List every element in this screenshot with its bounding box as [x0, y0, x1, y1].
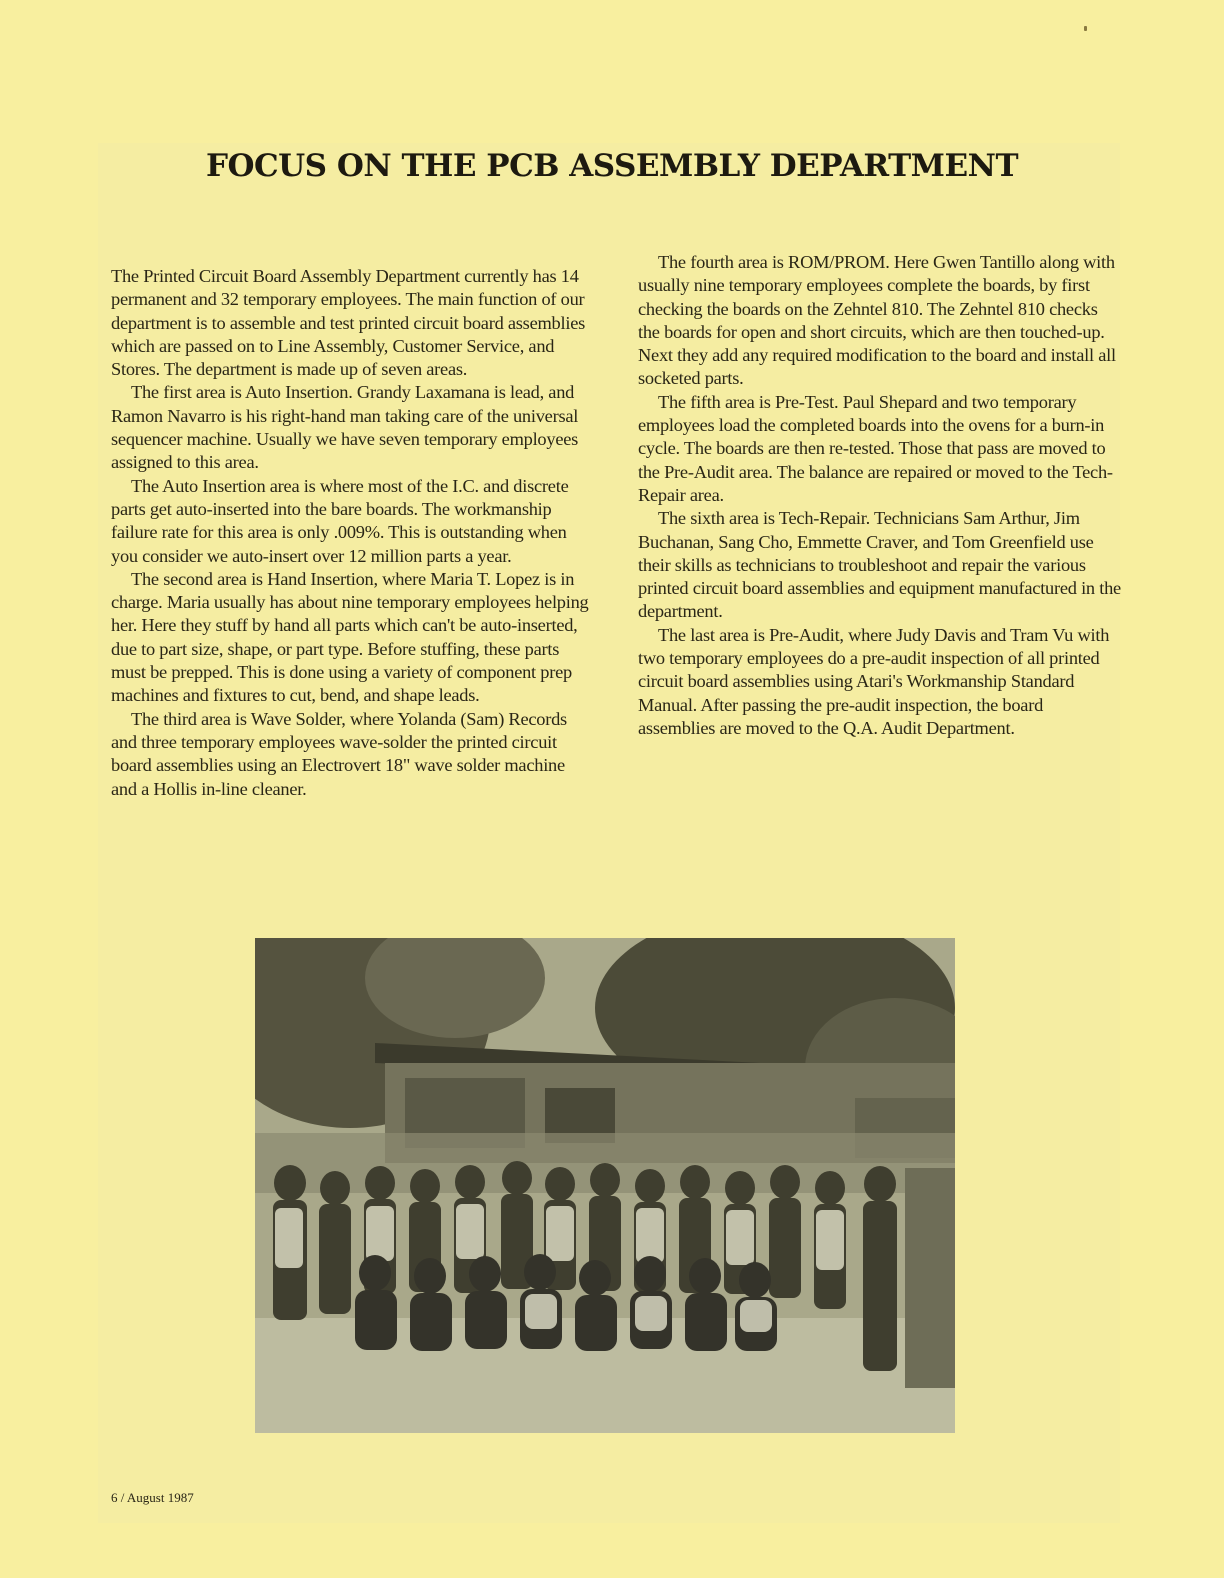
paragraph-rom-prom: The fourth area is ROM/PROM. Here Gwen Tantillo along with usually nine temporary employees complete the boards, by first checking the boards on the Zehntel 810. The Zehntel 810 checks the boards for open and short circuits, which are then touched-up. Next they add any required modification to the board and install all socketed parts. [638, 252, 1116, 389]
department-group-photo [255, 938, 955, 1433]
paragraph-intro: The Printed Circuit Board Assembly Department currently has 14 permanent and 32 temporary employees. The main function of our department is to assemble and test printed circuit board assemblies which are passed on to Line Assembly, Customer Service, and Stores. The department is made up of seven areas. [111, 266, 586, 380]
right-column [638, 251, 1122, 740]
paragraph-pre-test: The fifth area is Pre-Test. Paul Shepard and two temporary employees load the completed boards into the ovens for a burn-in cycle. The boards are then re-tested. Those that pass are moved to the Pre-Audit area. The balance are repaired or moved to the Tech-Repair area. [638, 391, 1113, 505]
page-footer: 6 / August 1987 [111, 1490, 194, 1505]
left-column [111, 265, 595, 801]
paragraph-tech-repair: The sixth area is Tech-Repair. Technicians Sam Arthur, Jim Buchanan, Sang Cho, Emmette Craver, and Tom Greenfield use their skills as technicians to troubleshoot and repair the various printed circuit board assemblies and equipment manufactured in the department. [638, 508, 1121, 622]
paragraph-auto-insertion-details: The Auto Insertion area is where most of the I.C. and discrete parts get auto-inserted into the bare boards. The workmanship failure rate for this area is only .009%. This is outstanding when you consider we auto-insert over 12 million parts a year. [111, 475, 569, 566]
paragraph-wave-solder: The third area is Wave Solder, where Yolanda (Sam) Records and three temporary employees wave-solder the printed circuit board assemblies using an Electrovert 18" wave solder machine and a Hollis in-line cleaner. [111, 708, 567, 799]
paragraph-hand-insertion: The second area is Hand Insertion, where Maria T. Lopez is in charge. Maria usually has about nine temporary employees helping her. Here they stuff by hand all parts which can't be auto-inserted, due to part size, shape, or part type. Before stuffing, these parts must be prepped. This is done using a variety of component prep machines and fixtures to cut, bend, and shape leads. [111, 568, 589, 706]
paragraph-pre-audit: The last area is Pre-Audit, where Judy Davis and Tram Vu with two temporary employees do a pre-audit inspection of all printed circuit board assemblies using Atari's Workmanship Standard Manual. After passing the pre-audit inspection, the board assemblies are moved to the Q.A. Audit Department. [638, 624, 1110, 738]
group-photo-illustration [255, 938, 955, 1433]
paragraph-auto-insertion: The first area is Auto Insertion. Grandy Laxamana is lead, and Ramon Navarro is his right-hand man taking care of the universal sequencer machine. Usually we have seven temporary employees assigned to this area. [111, 382, 579, 473]
paper-speck [1084, 26, 1087, 31]
article-title: FOCUS ON THE PCB ASSEMBLY DEPARTMENT [205, 148, 1019, 184]
